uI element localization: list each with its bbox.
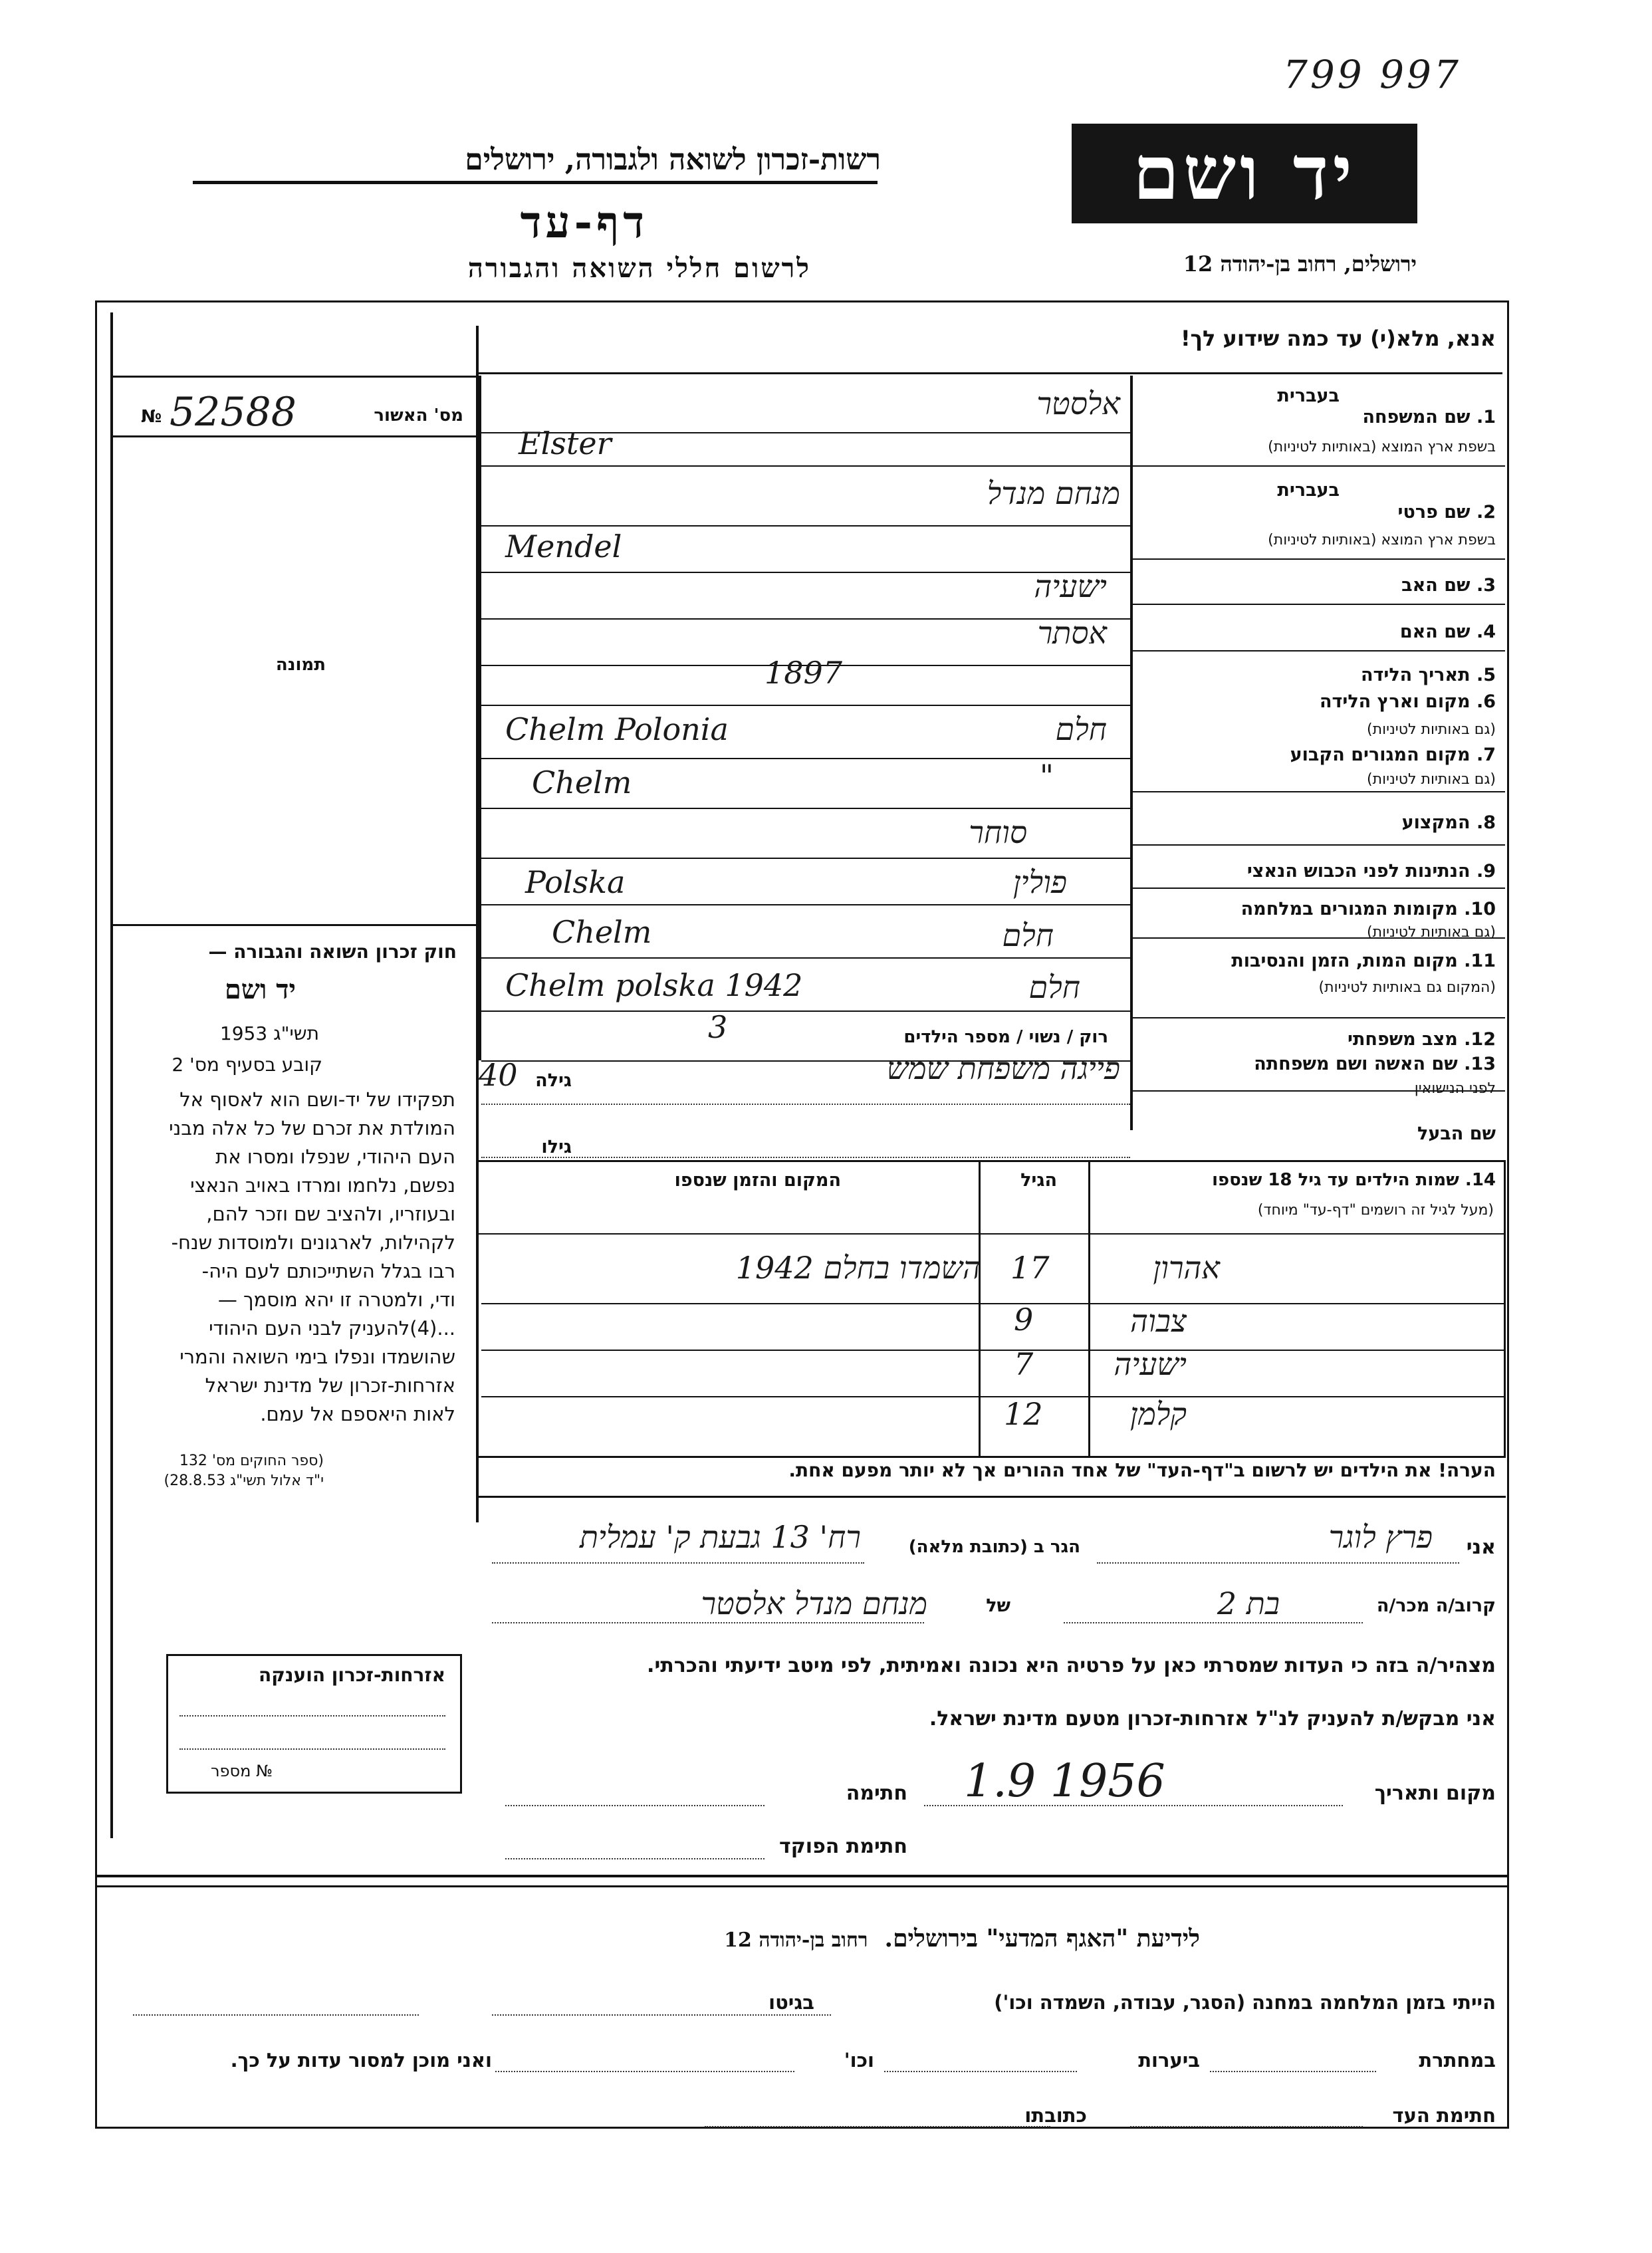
- child-age[interactable]: 7: [1014, 1346, 1034, 1382]
- declaration-i-label: אני: [1466, 1536, 1496, 1559]
- value-line: [481, 758, 1130, 759]
- husband-age-label: גילו: [541, 1137, 572, 1157]
- label-row-sep: [1133, 465, 1505, 467]
- field-7-value-latin[interactable]: Chelm: [532, 765, 632, 800]
- footer-line1-fill-2: [133, 2014, 419, 2016]
- field-9-label: 9. הנתינות לפני הכבוש הנאצי: [1246, 861, 1496, 882]
- frame-bottom-divider-2: [95, 1885, 1509, 1887]
- signature-label: חתימה: [846, 1782, 907, 1805]
- footer-line2-fill-1: [1210, 2071, 1376, 2072]
- declarant-name[interactable]: פרץ לוגר: [1328, 1519, 1433, 1555]
- law-title: חוק זכרון השואה והגבורה —: [208, 941, 457, 963]
- left-top-row-divider: [113, 376, 476, 378]
- frame-bottom-divider: [95, 1875, 1509, 1877]
- child-name[interactable]: אהרון: [1153, 1250, 1220, 1286]
- field-11-label: 11. מקום המות, הזמן והנסיבות: [1231, 951, 1496, 971]
- note-bottom: [479, 1496, 1506, 1498]
- label-row-sep: [1133, 558, 1505, 560]
- citizenship-line-2: [179, 1748, 445, 1750]
- footer-line2-c: וכו': [844, 2049, 874, 2072]
- value-line: [481, 465, 1130, 467]
- approval-number: 52588: [170, 389, 296, 435]
- footer-line1-fill: [492, 2014, 831, 2016]
- law-year: תשי"ג 1953: [219, 1022, 319, 1044]
- footer-line2-b: ביערות: [1138, 2049, 1200, 2072]
- field-13-value[interactable]: פייגה משפחת שמש: [886, 1050, 1120, 1086]
- form-title: דף-עד: [520, 196, 648, 248]
- place-date-line: [924, 1805, 1343, 1806]
- value-line: [481, 858, 1130, 859]
- law-reference-1: (ספר החוקים מס' 132: [179, 1453, 324, 1469]
- children-header-name-sub: (מעל לגיל זה רושמים "דף-עד" מיוחד): [1257, 1202, 1494, 1219]
- field-12-inline-label: רוק / נשוי / מספר הילדים: [903, 1027, 1108, 1047]
- value-dotted: [481, 1104, 1130, 1105]
- child-place[interactable]: השמדו בחלם 1942: [735, 1250, 981, 1286]
- declarant-address[interactable]: רח' 13 גבעת ק' עמלית: [579, 1519, 861, 1555]
- field-3-label: 3. שם האב: [1401, 575, 1496, 596]
- child-age[interactable]: 17: [1010, 1250, 1050, 1286]
- field-7-label: 7. מקום המגורים הקבוע: [1290, 745, 1496, 765]
- citizenship-line-1: [179, 1715, 445, 1717]
- field-4-label: 4. שם האם: [1399, 622, 1496, 642]
- relation-line: [1064, 1622, 1363, 1623]
- footer-line3-a: חתימת העד: [1392, 2104, 1496, 2127]
- label-row-sep: [1133, 791, 1505, 792]
- field-2-value-hebrew[interactable]: מנחם מנדל: [987, 475, 1120, 511]
- field-13-label: 13. שם האשה ושם משפחתה: [1254, 1054, 1496, 1074]
- value-line: [481, 904, 1130, 905]
- children-header-bottom: [479, 1233, 1506, 1235]
- law-reference-2: י"ד אלול תשי"ג 28.8.53): [164, 1473, 324, 1489]
- children-bottom: [479, 1456, 1506, 1458]
- photo-label: תמונה: [275, 655, 326, 675]
- field-13-age[interactable]: 40: [479, 1057, 518, 1093]
- footer-line1-a: הייתי בזמן המלחמה במחנה (הסגר, עבודה, השמדה וכו'): [994, 1991, 1496, 2014]
- footer-line2-a: במחתרת: [1419, 2049, 1496, 2072]
- value-line: [481, 618, 1130, 620]
- field-2-hebrew-tag: בעברית: [1277, 480, 1340, 501]
- children-top: [479, 1160, 1506, 1162]
- field-7-sub: (גם באותיות לטיניות): [1367, 771, 1496, 788]
- footer-line3-fill-1: [1130, 2126, 1363, 2127]
- value-dotted: [481, 1157, 1130, 1158]
- children-header-place: המקום והזמן שנספו: [674, 1170, 841, 1191]
- field-12-label: 12. מצב משפחתי: [1348, 1029, 1496, 1050]
- form-subtitle: לרשום חללי השואה והגבורה: [467, 253, 811, 284]
- of-value[interactable]: מנחם מנדל אלסטר: [701, 1586, 927, 1621]
- field-3-value[interactable]: ישעיה: [1034, 568, 1107, 604]
- children-header-name: 14. שמות הילדים עד גיל 18 שנספו: [1212, 1170, 1496, 1190]
- top-notice: אנא, מלא(י) עד כמה שידוע לך!: [1180, 326, 1496, 351]
- field-10-value-latin[interactable]: Chelm: [552, 914, 652, 950]
- field-6-label: 6. מקום וארץ הלידה: [1319, 691, 1496, 712]
- field-1-sub: בשפת ארץ המוצא (באותיות לטיניות): [1268, 439, 1496, 455]
- label-row-sep: [1133, 650, 1505, 652]
- field-10-sub: (גם באותיות לטיניות): [1367, 924, 1496, 941]
- children-col-divider-1: [1088, 1160, 1090, 1456]
- field-4-value[interactable]: אסתר: [1037, 615, 1107, 651]
- officer-signature-label: חתימת הפוקד: [779, 1835, 907, 1858]
- child-age[interactable]: 12: [1004, 1396, 1043, 1432]
- children-row-line: [481, 1396, 1504, 1397]
- field-6-value-latin[interactable]: Chelm Polonia: [505, 711, 729, 747]
- label-row-sep: [1133, 844, 1505, 846]
- value-line: [481, 705, 1130, 706]
- field-1-label: 1. שם המשפחה: [1362, 407, 1496, 427]
- field-11-value-latin[interactable]: Chelm polska 1942: [505, 967, 803, 1003]
- children-row-line: [481, 1303, 1504, 1304]
- declaration-statement: מצהיר/ה בזה כי העדות שמסרתי כאן על פרטיה היא נכונה ואמיתית, לפי מיטב ידיעתי והכרתי.: [647, 1654, 1496, 1677]
- footer-line2-d: ואני מוכן למסור עדות על כך.: [230, 2049, 492, 2072]
- header-address: ירושלים, רחוב בן-יהודה 12: [1183, 251, 1417, 277]
- child-name[interactable]: צבוה: [1130, 1303, 1187, 1339]
- value-line: [481, 525, 1130, 527]
- footer-line3-b: כתובתו: [1024, 2104, 1087, 2127]
- children-note: הערה! את הילדים יש לרשום ב"דף-העד" של אחד ההורים אך לא יותר מפעם אחת.: [788, 1459, 1496, 1481]
- field-5-label: 5. תאריך הלידה: [1360, 665, 1496, 685]
- law-clause: קובע בסעיף מס' 2: [172, 1054, 322, 1076]
- field-11-value-hebrew[interactable]: חלם: [1028, 969, 1080, 1005]
- label-row-sep: [1133, 888, 1505, 889]
- field-2-sub: בשפת ארץ המוצא (באותיות לטיניות): [1268, 532, 1496, 548]
- footer-line1-b: בגיטו: [768, 1991, 814, 2014]
- field-8-value[interactable]: סוחר: [969, 814, 1027, 850]
- children-col-divider-2: [979, 1160, 981, 1456]
- field-9-value-latin[interactable]: Polska: [525, 864, 626, 900]
- value-line: [481, 1010, 1130, 1012]
- top-notice-underline: [479, 372, 1502, 374]
- place-date-value[interactable]: 1.9 1956: [964, 1755, 1165, 1808]
- field-13-age-label: גילה: [535, 1070, 572, 1091]
- resident-label: הגר ב (כתובת מלאה): [908, 1537, 1080, 1557]
- declarant-address-line: [492, 1562, 864, 1564]
- declarant-name-line: [1097, 1562, 1459, 1564]
- archive-number: 799 997: [1283, 52, 1461, 97]
- field-5-value[interactable]: 1897: [765, 655, 843, 691]
- field-12-value[interactable]: 3: [708, 1009, 728, 1045]
- field-7-value-hebrew[interactable]: ": [1039, 758, 1054, 794]
- approval-no-symbol: №: [141, 407, 162, 427]
- value-line: [481, 572, 1130, 573]
- relative-label: קרוב/ה מכר/ה: [1376, 1596, 1496, 1616]
- field-9-value-hebrew[interactable]: פולין: [1012, 864, 1067, 900]
- of-line: [492, 1622, 924, 1623]
- field-11-sub: (המקום גם באותיות לטיניות): [1318, 979, 1496, 996]
- label-row-sep: [1133, 1017, 1505, 1018]
- value-line: [481, 808, 1130, 809]
- footer-line2-fill-3: [495, 2071, 794, 2072]
- approval-label: מס' האשור: [374, 406, 463, 425]
- value-line: [481, 957, 1130, 959]
- child-name[interactable]: ישעיה: [1114, 1346, 1187, 1382]
- officer-signature-line: [505, 1858, 765, 1859]
- footer-line3-fill-2: [705, 2126, 1050, 2127]
- field-1-value-hebrew[interactable]: אלסטר: [1036, 386, 1120, 421]
- children-right-border: [1504, 1160, 1506, 1456]
- citizenship-box-title: אזרחות-זכרון הוענקה: [259, 1664, 445, 1686]
- child-name[interactable]: קלמן: [1129, 1396, 1187, 1432]
- footer-title: לידיעת "האגף המדעי" בירושלים. רחוב בן-יהודה 12: [724, 1925, 1200, 1953]
- field-8-label: 8. המקצוע: [1401, 812, 1496, 833]
- field-1-value-latin[interactable]: Elster: [519, 425, 612, 461]
- footer-line2-fill-2: [884, 2071, 1077, 2072]
- of-label: של: [986, 1596, 1010, 1616]
- yad-vashem-logo: יד ושם: [1072, 124, 1417, 223]
- authority-underline: [193, 181, 878, 184]
- relation-value[interactable]: בת 2: [1217, 1586, 1280, 1621]
- field-10-value-hebrew[interactable]: חלם: [1002, 917, 1054, 953]
- label-row-sep: [1133, 604, 1505, 605]
- field-6-value-hebrew[interactable]: חלם: [1055, 711, 1107, 747]
- field-1-hebrew-tag: בעברית: [1277, 386, 1340, 406]
- signature-line: [505, 1805, 765, 1806]
- field-13-sub: לפני הנישואין: [1414, 1080, 1496, 1097]
- approval-row-bottom: [113, 435, 476, 437]
- authority-name: רשות-זכרון לשואה ולגבורה, ירושלים: [465, 143, 881, 177]
- field-2-label: 2. שם פרטי: [1397, 502, 1496, 523]
- citizenship-number-label: № מספר: [211, 1762, 273, 1780]
- field-10-label: 10. מקומות המגורים במלחמה: [1240, 899, 1496, 919]
- children-header-age: הגיל: [1020, 1170, 1057, 1191]
- field-2-value-latin[interactable]: Mendel: [505, 529, 622, 564]
- photo-box-bottom: [113, 924, 476, 926]
- law-text: תפקידו של יד-ושם הוא לאסוף אל המולדת את זכרם של כל אלה מבני העם היהודי, שנפלו ומסרו את נפשם, נלחמו ומרדו באויב הנאצי ובעוזריו, ולהציב שם וזכר להם, לקהילות, לארגונים ולמוסדות שנח- רבו בגלל השתייכותם לעם היה- ודי, ולמטרה זו יהא מוסמך — ...(4)להעניק לבני העם היהודי שהושמדו ונפלו בימי השואה והמרי אזרחות-זכרון של מדינת ישראל לאות היאספם אל עמם.: [169, 1088, 455, 1425]
- frame-inner-left: [110, 312, 113, 1838]
- declaration-request: אני מבקש/ת להעניק לנ"ל אזרחות-זכרון מטעם מדינת ישראל.: [929, 1707, 1496, 1730]
- field-6-sub: (גם באותיות לטיניות): [1367, 721, 1496, 738]
- place-date-label: מקום ותאריך: [1374, 1782, 1496, 1805]
- children-row-line: [481, 1350, 1504, 1351]
- law-name: יד ושם: [224, 974, 296, 1005]
- child-age[interactable]: 9: [1014, 1302, 1034, 1338]
- husband-label: שם הבעל: [1417, 1124, 1496, 1144]
